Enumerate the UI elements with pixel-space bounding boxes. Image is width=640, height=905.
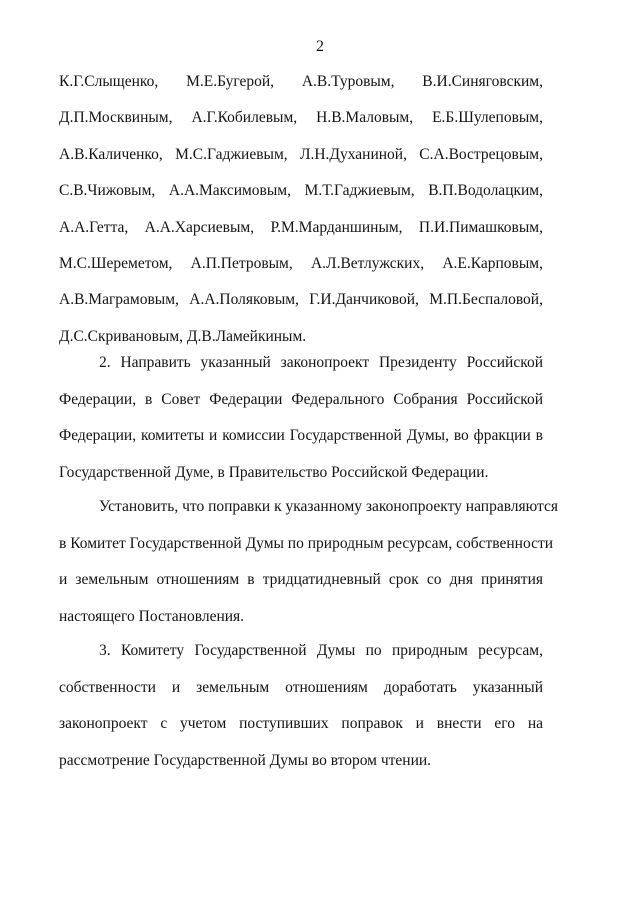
names-row [59,108,543,144]
paragraph-line: настоящего Постановления. [59,607,245,625]
paragraph-line: рассмотрение Государственной Думы во втором чтении. [59,751,432,769]
names-row [59,218,543,254]
person-name: А.В.Туровым, [301,73,395,90]
person-name: В.И.Синяговским, [422,73,543,90]
person-name: М.Т.Гаджиевым, [304,182,415,200]
paragraph-line: Государственной Думе, в Правительство Российской Федерации. [59,463,489,481]
person-name: А.А.Максимовым, [168,182,291,200]
person-name: А.Л.Ветлужских, [310,254,425,272]
page-number: 2 [316,38,324,55]
person-name: А.П.Петровым, [190,254,293,272]
paragraph-line: собственности и земельным отношениям доработать указанный [59,678,543,696]
person-name: А.В.Маграмовым, [59,291,179,309]
person-name: М.С.Шереметом, [59,254,173,272]
person-name: С.В.Чижовым, [59,182,156,200]
person-name: А.А.Гетта, [59,218,129,236]
paragraph-line: Федерации, в Совет Федерации Федерального Собрания Российской [59,390,543,408]
person-name: Д.П.Москвиным, [59,109,173,127]
person-name: М.П.Беспаловой, [429,291,543,309]
paragraph-line: 2. Направить указанный законопроект Президенту Российской [99,354,543,371]
names-list [59,72,543,363]
person-name: М.С.Гаджиевым, [175,145,288,163]
person-name: А.Е.Карповым, [442,254,543,272]
person-name: А.В.Каличенко, [59,145,163,163]
paragraph-line: в Комитет Государственной Думы по природным ресурсам, собственности [59,534,554,552]
person-name: М.Е.Бугерой, [186,73,275,90]
paragraph-committee [59,641,543,787]
paragraph-line: Федерации, комитеты и комиссии Государственной Думы, во фракции в [59,427,543,444]
names-row [59,145,543,181]
names-row [59,254,543,290]
person-name: А.Г.Кобилевым, [191,109,298,127]
person-name: Н.В.Маловым, [316,109,414,127]
person-name: В.П.Водолацким, [428,182,543,200]
names-row [59,290,543,326]
paragraph-line: законопроект с учетом поступивших поправок и внести его на [59,715,543,732]
paragraph-send-bill [59,353,543,499]
person-name: А.А.Харсиевым, [144,218,255,236]
names-row [59,72,543,108]
person-name: А.А.Поляковым, [189,291,299,309]
paragraph-line: 3. Комитету Государственной Думы по природным ресурсам, [99,642,543,659]
paragraph-line: и земельным отношениям в тридцатидневный срок со дня принятия [59,571,543,588]
names-row [59,181,543,217]
person-name: Л.Н.Духаниной, [299,145,407,163]
paragraph-amendments [59,497,559,643]
paragraph-line: Установить, что поправки к указанному законопроекту направляются [99,498,559,515]
names-last-line: Д.С.Скривановым, Д.В.Ламейкиным. [59,327,307,345]
person-name: К.Г.Слыщенко, [59,73,159,90]
person-name: Г.И.Данчиковой, [309,291,419,309]
person-name: Р.М.Марданшиным, [270,218,403,236]
person-name: С.А.Вострецовым, [419,145,543,163]
person-name: Е.Б.Шулеповым, [432,109,543,127]
person-name: П.И.Пимашковым, [418,218,543,236]
